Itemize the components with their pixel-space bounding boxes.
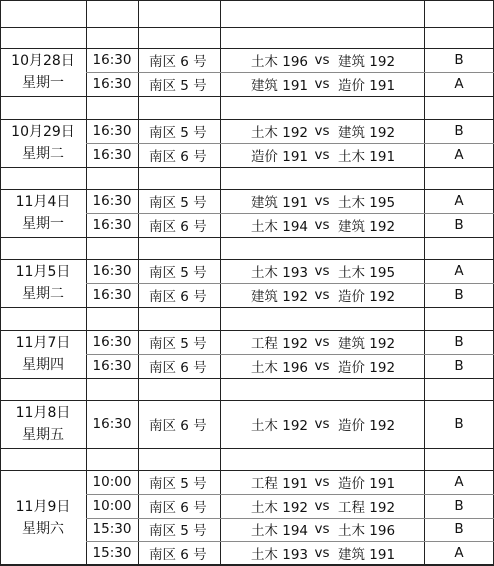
match-venue: 南区 5 号	[149, 195, 207, 211]
date-cell	[0, 48, 86, 96]
match-venue: 南区 6 号	[149, 360, 207, 376]
vs-label: vs	[314, 193, 330, 209]
team-away: 造价 192	[338, 418, 396, 434]
team-away: 建筑 192	[338, 336, 396, 352]
vs-label: vs	[314, 521, 330, 538]
team-away: 造价 192	[338, 289, 396, 305]
team-away: 土木 195	[338, 265, 396, 281]
team-home: 建筑 191	[250, 78, 308, 94]
date-cell	[0, 119, 86, 167]
team-home: 土木 192	[250, 418, 308, 434]
match-venue: 南区 5 号	[149, 125, 207, 141]
team-home: 工程 191	[250, 475, 308, 492]
team-home: 建筑 192	[250, 289, 308, 305]
match-weekday: 星期五	[22, 427, 64, 443]
date-cell	[0, 259, 86, 307]
match-date: 11月4日	[15, 194, 71, 210]
vs-label: vs	[314, 217, 330, 233]
match-time: 16:30	[92, 334, 132, 350]
vs-label: vs	[314, 497, 330, 514]
match-date: 11月7日	[15, 335, 71, 351]
row-divider	[0, 448, 494, 449]
match-weekday: 星期四	[22, 357, 64, 373]
vs-label: vs	[314, 123, 330, 139]
team-away: 土木 191	[338, 149, 396, 165]
match-time: 16:30	[92, 193, 132, 209]
match-weekday: 星期二	[22, 286, 64, 302]
match-group: B	[454, 334, 464, 350]
match-time: 16:30	[92, 123, 132, 139]
team-home: 造价 191	[250, 149, 308, 165]
row-divider	[0, 0, 494, 1]
match-venue: 南区 6 号	[149, 547, 207, 564]
team-away: 造价 192	[338, 360, 396, 376]
team-away: 土木 196	[338, 523, 396, 540]
team-home: 土木 193	[250, 265, 308, 281]
match-time: 15:30	[92, 521, 132, 538]
match-time: 15:30	[92, 545, 132, 562]
vs-label: vs	[314, 416, 330, 432]
match-group: A	[454, 76, 464, 92]
vs-label: vs	[314, 263, 330, 279]
match-group: A	[454, 263, 464, 279]
team-home: 土木 192	[250, 499, 308, 516]
team-home: 土木 194	[250, 523, 308, 540]
match-time: 16:30	[92, 263, 132, 279]
match-venue: 南区 5 号	[149, 475, 207, 492]
match-time: 16:30	[92, 287, 132, 303]
match-group: B	[454, 52, 464, 68]
match-weekday: 星期一	[22, 216, 64, 232]
match-time: 16:30	[92, 358, 132, 374]
match-date: 11月8日	[15, 405, 71, 421]
team-away: 造价 191	[338, 475, 396, 492]
match-date: 10月28日	[11, 53, 75, 69]
match-time: 16:30	[92, 217, 132, 233]
match-weekday: 星期二	[22, 146, 64, 162]
match-venue: 南区 6 号	[149, 499, 207, 516]
match-venue: 南区 6 号	[149, 418, 207, 434]
match-venue: 南区 5 号	[149, 78, 207, 94]
team-home: 工程 192	[250, 336, 308, 352]
match-venue: 南区 6 号	[149, 289, 207, 305]
team-away: 建筑 192	[338, 125, 396, 141]
vs-label: vs	[314, 545, 330, 562]
row-divider	[0, 237, 494, 238]
team-away: 土木 195	[338, 195, 396, 211]
match-time: 16:30	[92, 416, 132, 432]
vs-label: vs	[314, 473, 330, 490]
vs-label: vs	[314, 147, 330, 163]
match-time: 16:30	[92, 76, 132, 92]
match-group: A	[454, 193, 464, 209]
date-cell	[0, 400, 86, 448]
team-home: 土木 192	[250, 125, 308, 141]
team-away: 建筑 192	[338, 219, 396, 235]
match-group: B	[454, 123, 464, 139]
match-group: B	[454, 497, 464, 514]
match-venue: 南区 6 号	[149, 54, 207, 70]
vs-label: vs	[314, 52, 330, 68]
vs-label: vs	[314, 358, 330, 374]
row-divider	[0, 167, 494, 168]
match-venue: 南区 5 号	[149, 523, 207, 540]
team-away: 工程 192	[338, 499, 396, 516]
match-time: 10:00	[92, 473, 132, 490]
match-group: B	[454, 416, 464, 432]
row-divider	[0, 378, 494, 379]
team-home: 土木 196	[250, 360, 308, 376]
vs-label: vs	[314, 287, 330, 303]
vs-label: vs	[314, 76, 330, 92]
match-time: 10:00	[92, 497, 132, 514]
match-group: A	[454, 545, 464, 562]
match-weekday: 星期一	[22, 75, 64, 91]
team-home: 建筑 191	[250, 195, 308, 211]
match-venue: 南区 6 号	[149, 149, 207, 165]
team-away: 建筑 192	[338, 54, 396, 70]
match-group: A	[454, 473, 464, 490]
date-cell	[0, 189, 86, 237]
match-date: 11月9日	[15, 498, 71, 515]
match-time: 16:30	[92, 147, 132, 163]
match-venue: 南区 6 号	[149, 219, 207, 235]
team-home: 土木 196	[250, 54, 308, 70]
match-group: B	[454, 358, 464, 374]
team-home: 土木 194	[250, 219, 308, 235]
team-home: 土木 193	[250, 547, 308, 564]
match-group: A	[454, 147, 464, 163]
date-cell	[0, 330, 86, 378]
match-venue: 南区 5 号	[149, 336, 207, 352]
match-group: B	[454, 521, 464, 538]
match-weekday: 星期六	[22, 520, 64, 537]
row-divider	[0, 96, 494, 97]
row-divider	[0, 307, 494, 308]
team-away: 建筑 191	[338, 547, 396, 564]
match-venue: 南区 5 号	[149, 265, 207, 281]
row-divider	[0, 27, 494, 28]
match-time: 16:30	[92, 52, 132, 68]
date-cell	[0, 470, 86, 565]
vs-label: vs	[314, 334, 330, 350]
match-group: B	[454, 217, 464, 233]
match-date: 11月5日	[15, 264, 71, 280]
team-away: 造价 191	[338, 78, 396, 94]
match-date: 10月29日	[11, 124, 75, 140]
match-group: B	[454, 287, 464, 303]
